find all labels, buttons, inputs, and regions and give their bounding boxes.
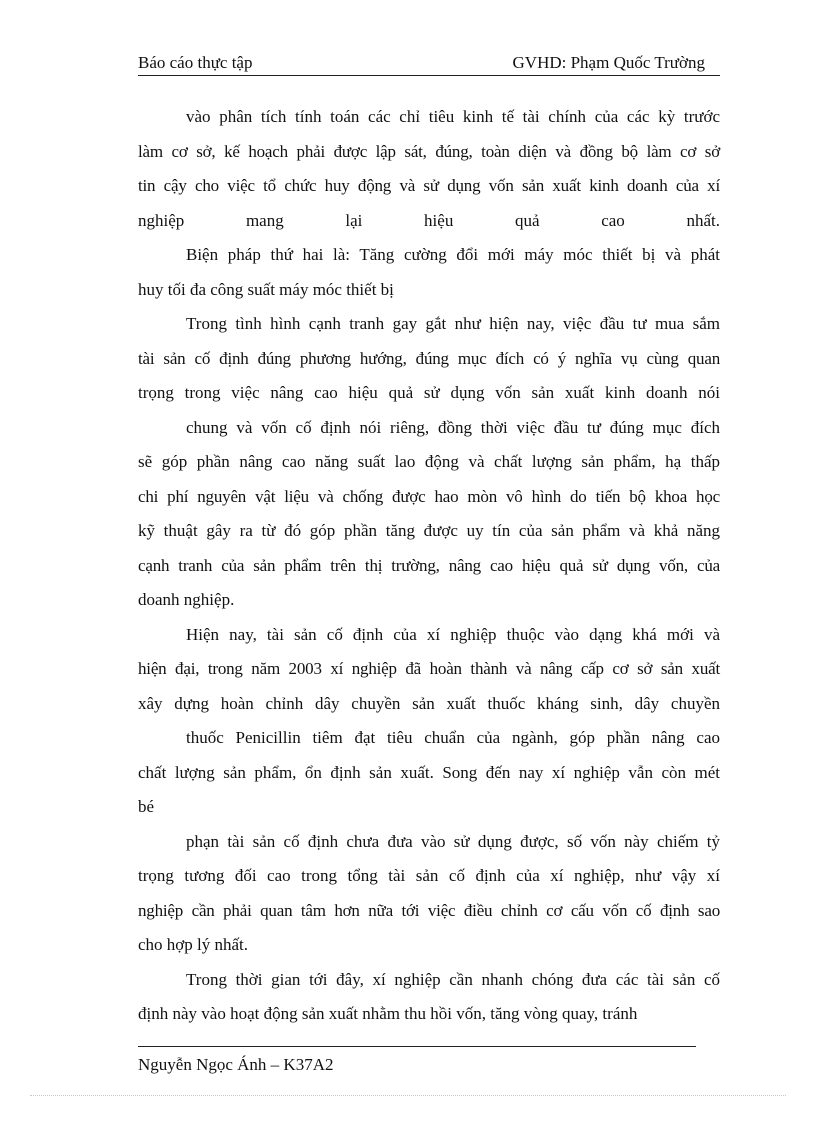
text-line: bé xyxy=(138,797,155,816)
page-header xyxy=(138,52,720,74)
text-line: nghiệp cần phải quan tâm hơn nữa tới việc điều chỉnh cơ cấu vốn cố định sao xyxy=(138,900,720,920)
report-title: Báo cáo thực tập xyxy=(138,53,253,72)
footer-rule xyxy=(138,1046,696,1047)
text-line: phạn tài sản cố định chưa đưa vào sử dụng được, số vốn này chiếm tỷ xyxy=(186,831,720,851)
text-line: huy tối đa công suất máy móc thiết bị xyxy=(138,279,394,299)
text-line: tài sản cố định đúng phương hướng, đúng mục đích có ý nghĩa vụ cùng quan xyxy=(138,348,720,368)
text-line: trọng tương đối cao trong tổng tài sản cố định của xí nghiệp, như vậy xí xyxy=(138,866,720,885)
text-line: trọng trong việc nâng cao hiệu quả sử dụng vốn sản xuất kinh doanh nói xyxy=(138,383,720,402)
text-line: chất lượng sản phẩm, ổn định sản xuất. Song đến nay xí nghiệp vẫn còn mét xyxy=(138,762,720,782)
text-line: cạnh tranh của sản phẩm trên thị trường, nâng cao hiệu quả sử dụng vốn, của xyxy=(138,555,720,575)
text-line: Biện pháp thứ hai là: Tăng cường đổi mới máy móc thiết bị và phát xyxy=(186,245,720,264)
advisor-name: GVHD: Phạm Quốc Trường xyxy=(512,53,705,72)
text-line: xây dựng hoàn chỉnh dây chuyền sản xuất thuốc kháng sinh, dây chuyền xyxy=(138,693,720,713)
text-line: tin cậy cho việc tổ chức huy động và sử dụng vốn sản xuất kinh doanh của xí xyxy=(138,176,720,195)
text-line: chi phí nguyên vật liệu và chống được hao mòn vô hình do tiến bộ khoa học xyxy=(138,486,720,506)
text-line: chung và vốn cố định nói riêng, đồng thời việc đầu tư đúng mục đích xyxy=(186,417,720,437)
page-body xyxy=(138,100,720,1032)
text-line: sẽ góp phần nâng cao năng suất lao động và chất lượng sản phẩm, hạ thấp xyxy=(138,452,720,471)
text-line: làm cơ sở, kế hoạch phải được lập sát, đúng, toàn diện và đồng bộ làm cơ sở xyxy=(138,141,720,161)
text-line: kỹ thuật gây ra từ đó góp phần tăng được uy tín của sản phẩm và khả năng xyxy=(138,521,720,540)
author-name: Nguyễn Ngọc Ánh – K37A2 xyxy=(138,1055,334,1074)
page-edge-divider xyxy=(30,1095,786,1096)
text-line: doanh nghiệp. xyxy=(138,590,235,609)
text-line: định này vào hoạt động sản xuất nhằm thu hồi vốn, tăng vòng quay, tránh xyxy=(138,1004,638,1023)
text-line: thuốc Penicillin tiêm đạt tiêu chuẩn của ngành, góp phần nâng cao xyxy=(186,728,720,747)
text-line: Trong tình hình cạnh tranh gay gắt như hiện nay, việc đầu tư mua sắm xyxy=(186,314,720,333)
text-line: nghiệp mang lại hiệu quả cao nhất. xyxy=(138,210,720,230)
text-line: Trong thời gian tới đây, xí nghiệp cần nhanh chóng đưa các tài sản cố xyxy=(186,969,720,989)
header-rule xyxy=(138,75,720,76)
text-line: Hiện nay, tài sản cố định của xí nghiệp thuộc vào dạng khá mới và xyxy=(186,624,720,644)
text-line: cho hợp lý nhất. xyxy=(138,935,249,954)
text-line: vào phân tích tính toán các chỉ tiêu kinh tế tài chính của các kỳ trước xyxy=(186,107,720,126)
text-line: hiện đại, trong năm 2003 xí nghiệp đã hoàn thành và nâng cấp cơ sở sản xuất xyxy=(138,659,720,678)
page-footer xyxy=(138,1054,333,1076)
